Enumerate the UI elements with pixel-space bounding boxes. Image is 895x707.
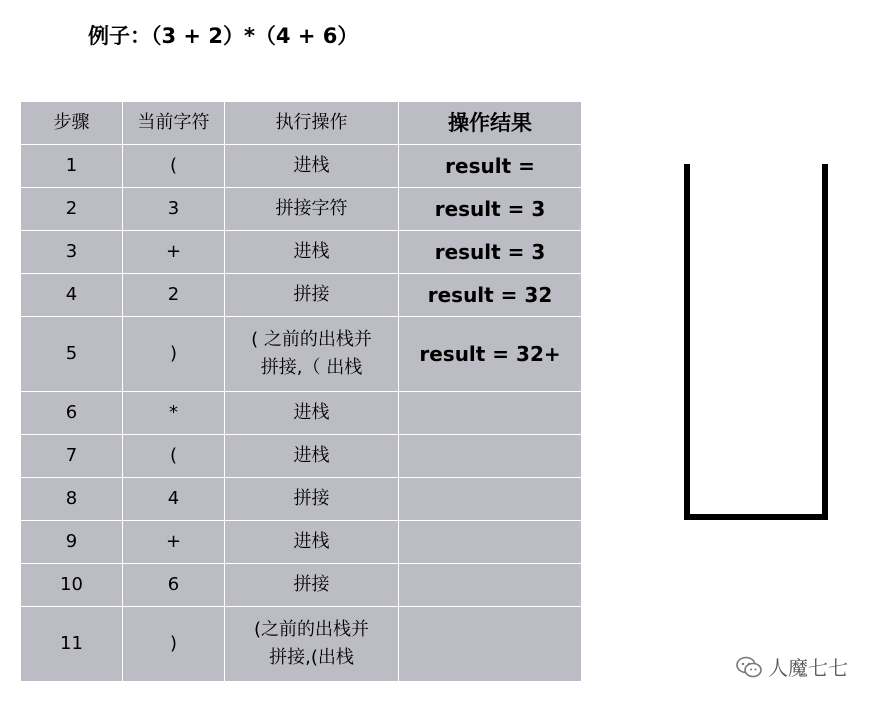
action-cell: 进栈 — [225, 435, 399, 478]
char-cell: 4 — [123, 478, 225, 521]
step-cell: 2 — [21, 188, 123, 231]
result-cell — [399, 521, 582, 564]
result-cell — [399, 607, 582, 682]
char-cell: * — [123, 392, 225, 435]
action-cell: 进栈 — [225, 145, 399, 188]
char-cell: 2 — [123, 274, 225, 317]
char-cell: ( — [123, 435, 225, 478]
result-cell: result = — [399, 145, 582, 188]
table-row — [21, 231, 582, 274]
action-cell: 拼接 — [225, 478, 399, 521]
watermark-text: 人魔七七 — [768, 656, 848, 680]
header-step: 步骤 — [21, 102, 123, 145]
action-cell: 拼接 — [225, 564, 399, 607]
table-row — [21, 145, 582, 188]
step-cell: 8 — [21, 478, 123, 521]
action-cell: 进栈 — [225, 392, 399, 435]
step-cell: 10 — [21, 564, 123, 607]
stack-container — [684, 164, 828, 520]
step-cell: 1 — [21, 145, 123, 188]
step-cell: 5 — [21, 317, 123, 392]
char-cell: ) — [123, 317, 225, 392]
table-header-row — [21, 102, 582, 145]
header-result: 操作结果 — [399, 102, 582, 145]
step-cell: 4 — [21, 274, 123, 317]
action-line: ( 之前的出栈并 — [251, 329, 372, 350]
char-cell: ) — [123, 607, 225, 682]
action-cell: 进栈 — [225, 231, 399, 274]
table-row — [21, 188, 582, 231]
table-row — [21, 521, 582, 564]
result-cell — [399, 435, 582, 478]
table-row — [21, 607, 582, 682]
table-row — [21, 317, 582, 392]
result-cell: result = 32 — [399, 274, 582, 317]
result-cell: result = 32+ — [399, 317, 582, 392]
steps-table — [20, 101, 582, 682]
char-cell: + — [123, 231, 225, 274]
table-row — [21, 274, 582, 317]
action-line: (之前的出栈并 — [253, 619, 370, 640]
table-row — [21, 564, 582, 607]
result-cell: result = 3 — [399, 231, 582, 274]
step-cell: 7 — [21, 435, 123, 478]
char-cell: 6 — [123, 564, 225, 607]
result-cell — [399, 478, 582, 521]
watermark — [736, 652, 848, 681]
header-char: 当前字符 — [123, 102, 225, 145]
step-cell: 9 — [21, 521, 123, 564]
char-cell: + — [123, 521, 225, 564]
action-cell: 拼接字符 — [225, 188, 399, 231]
action-cell: 进栈 — [225, 521, 399, 564]
example-title: 例子：（3 + 2）*（4 + 6） — [88, 24, 359, 48]
char-cell: 3 — [123, 188, 225, 231]
action-cell — [225, 607, 399, 682]
action-line: 拼接,（ 出栈 — [260, 357, 363, 378]
result-cell: result = 3 — [399, 188, 582, 231]
action-line: 拼接,(出栈 — [269, 647, 354, 668]
wechat-icon — [736, 656, 762, 678]
table-row — [21, 478, 582, 521]
table-row — [21, 435, 582, 478]
result-cell — [399, 564, 582, 607]
header-action: 执行操作 — [225, 102, 399, 145]
char-cell: ( — [123, 145, 225, 188]
action-cell — [225, 317, 399, 392]
action-cell: 拼接 — [225, 274, 399, 317]
step-cell: 6 — [21, 392, 123, 435]
table-row — [21, 392, 582, 435]
result-cell — [399, 392, 582, 435]
step-cell: 11 — [21, 607, 123, 682]
step-cell: 3 — [21, 231, 123, 274]
